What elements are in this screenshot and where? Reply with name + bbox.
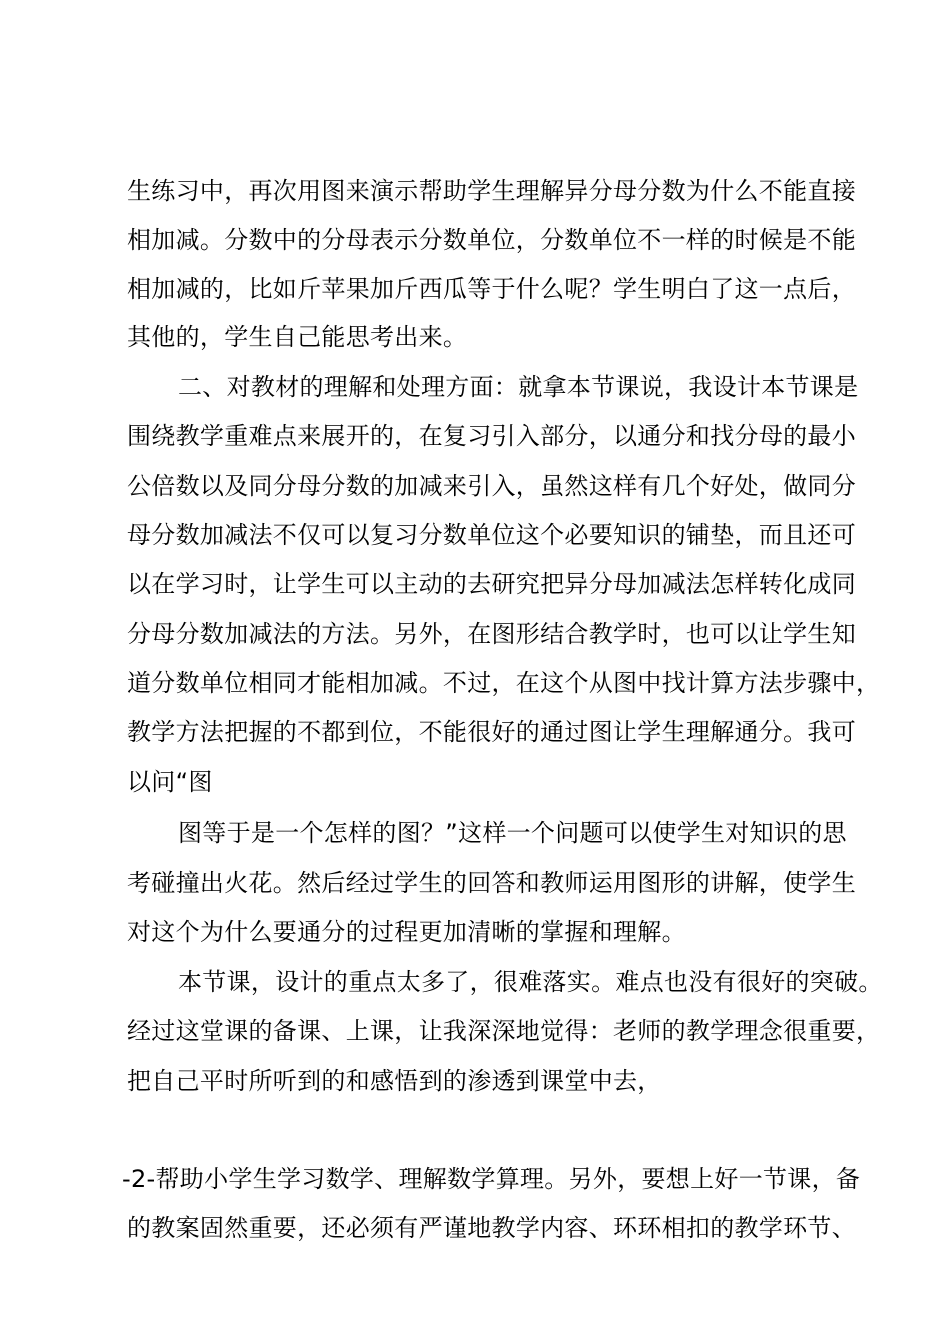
- paragraph-4-line-3: 把自己平时所听到的和感悟到的渗透到课堂中去，: [127, 1067, 662, 1095]
- paragraph-2-line-3: 公倍数以及同分母分数的加减来引入，虽然这样有几个好处，做同分: [127, 472, 856, 500]
- paragraph-4-line-2: 经过这堂课的备课、上课，让我深深地觉得：老师的教学理念很重要，: [127, 1017, 881, 1045]
- paragraph-5-line-2: 的教案固然重要，还必须有严谨地教学内容、环环相扣的教学环节、: [127, 1214, 856, 1242]
- paragraph-5-line-1: -2-帮助小学生学习数学、理解数学算理。另外，要想上好一节课，备: [122, 1165, 861, 1193]
- paragraph-1-line-2: 相加减。分数中的分母表示分数单位，分数单位不一样的时候是不能: [127, 226, 856, 254]
- paragraph-2-line-4: 母分数加减法不仅可以复习分数单位这个必要知识的铺垫，而且还可: [127, 521, 856, 549]
- paragraph-3-line-2: 考碰撞出火花。然后经过学生的回答和教师运用图形的讲解，使学生: [127, 869, 856, 897]
- paragraph-1-line-1: 生练习中，再次用图来演示帮助学生理解异分母分数为什么不能直接: [127, 177, 856, 205]
- paragraph-1-line-3: 相加减的，比如斤苹果加斤西瓜等于什么呢？学生明白了这一点后，: [127, 275, 856, 303]
- paragraph-4-line-1: 本节课，设计的重点太多了，很难落实。难点也没有很好的突破。: [178, 968, 883, 996]
- paragraph-2-line-7: 道分数单位相同才能相加减。不过，在这个从图中找计算方法步骤中，: [127, 669, 881, 697]
- paragraph-1-line-4: 其他的，学生自己能思考出来。: [127, 323, 468, 351]
- paragraph-3-line-1: 图等于是一个怎样的图？”这样一个问题可以使学生对知识的思: [178, 819, 847, 847]
- paragraph-2-line-8: 教学方法把握的不都到位，不能很好的通过图让学生理解通分。我可: [127, 718, 856, 746]
- paragraph-3-line-3: 对这个为什么要通分的过程更加清晰的掌握和理解。: [127, 918, 686, 946]
- paragraph-2-line-1: 二、对教材的理解和处理方面：就拿本节课说，我设计本节课是: [178, 373, 859, 401]
- paragraph-2-line-9: 以问“图: [127, 768, 213, 796]
- paragraph-2-line-6: 分母分数加减法的方法。另外，在图形结合教学时，也可以让学生知: [127, 620, 856, 648]
- paragraph-2-line-2: 围绕教学重难点来展开的，在复习引入部分，以通分和找分母的最小: [127, 422, 856, 450]
- paragraph-2-line-5: 以在学习时，让学生可以主动的去研究把异分母加减法怎样转化成同: [127, 570, 856, 598]
